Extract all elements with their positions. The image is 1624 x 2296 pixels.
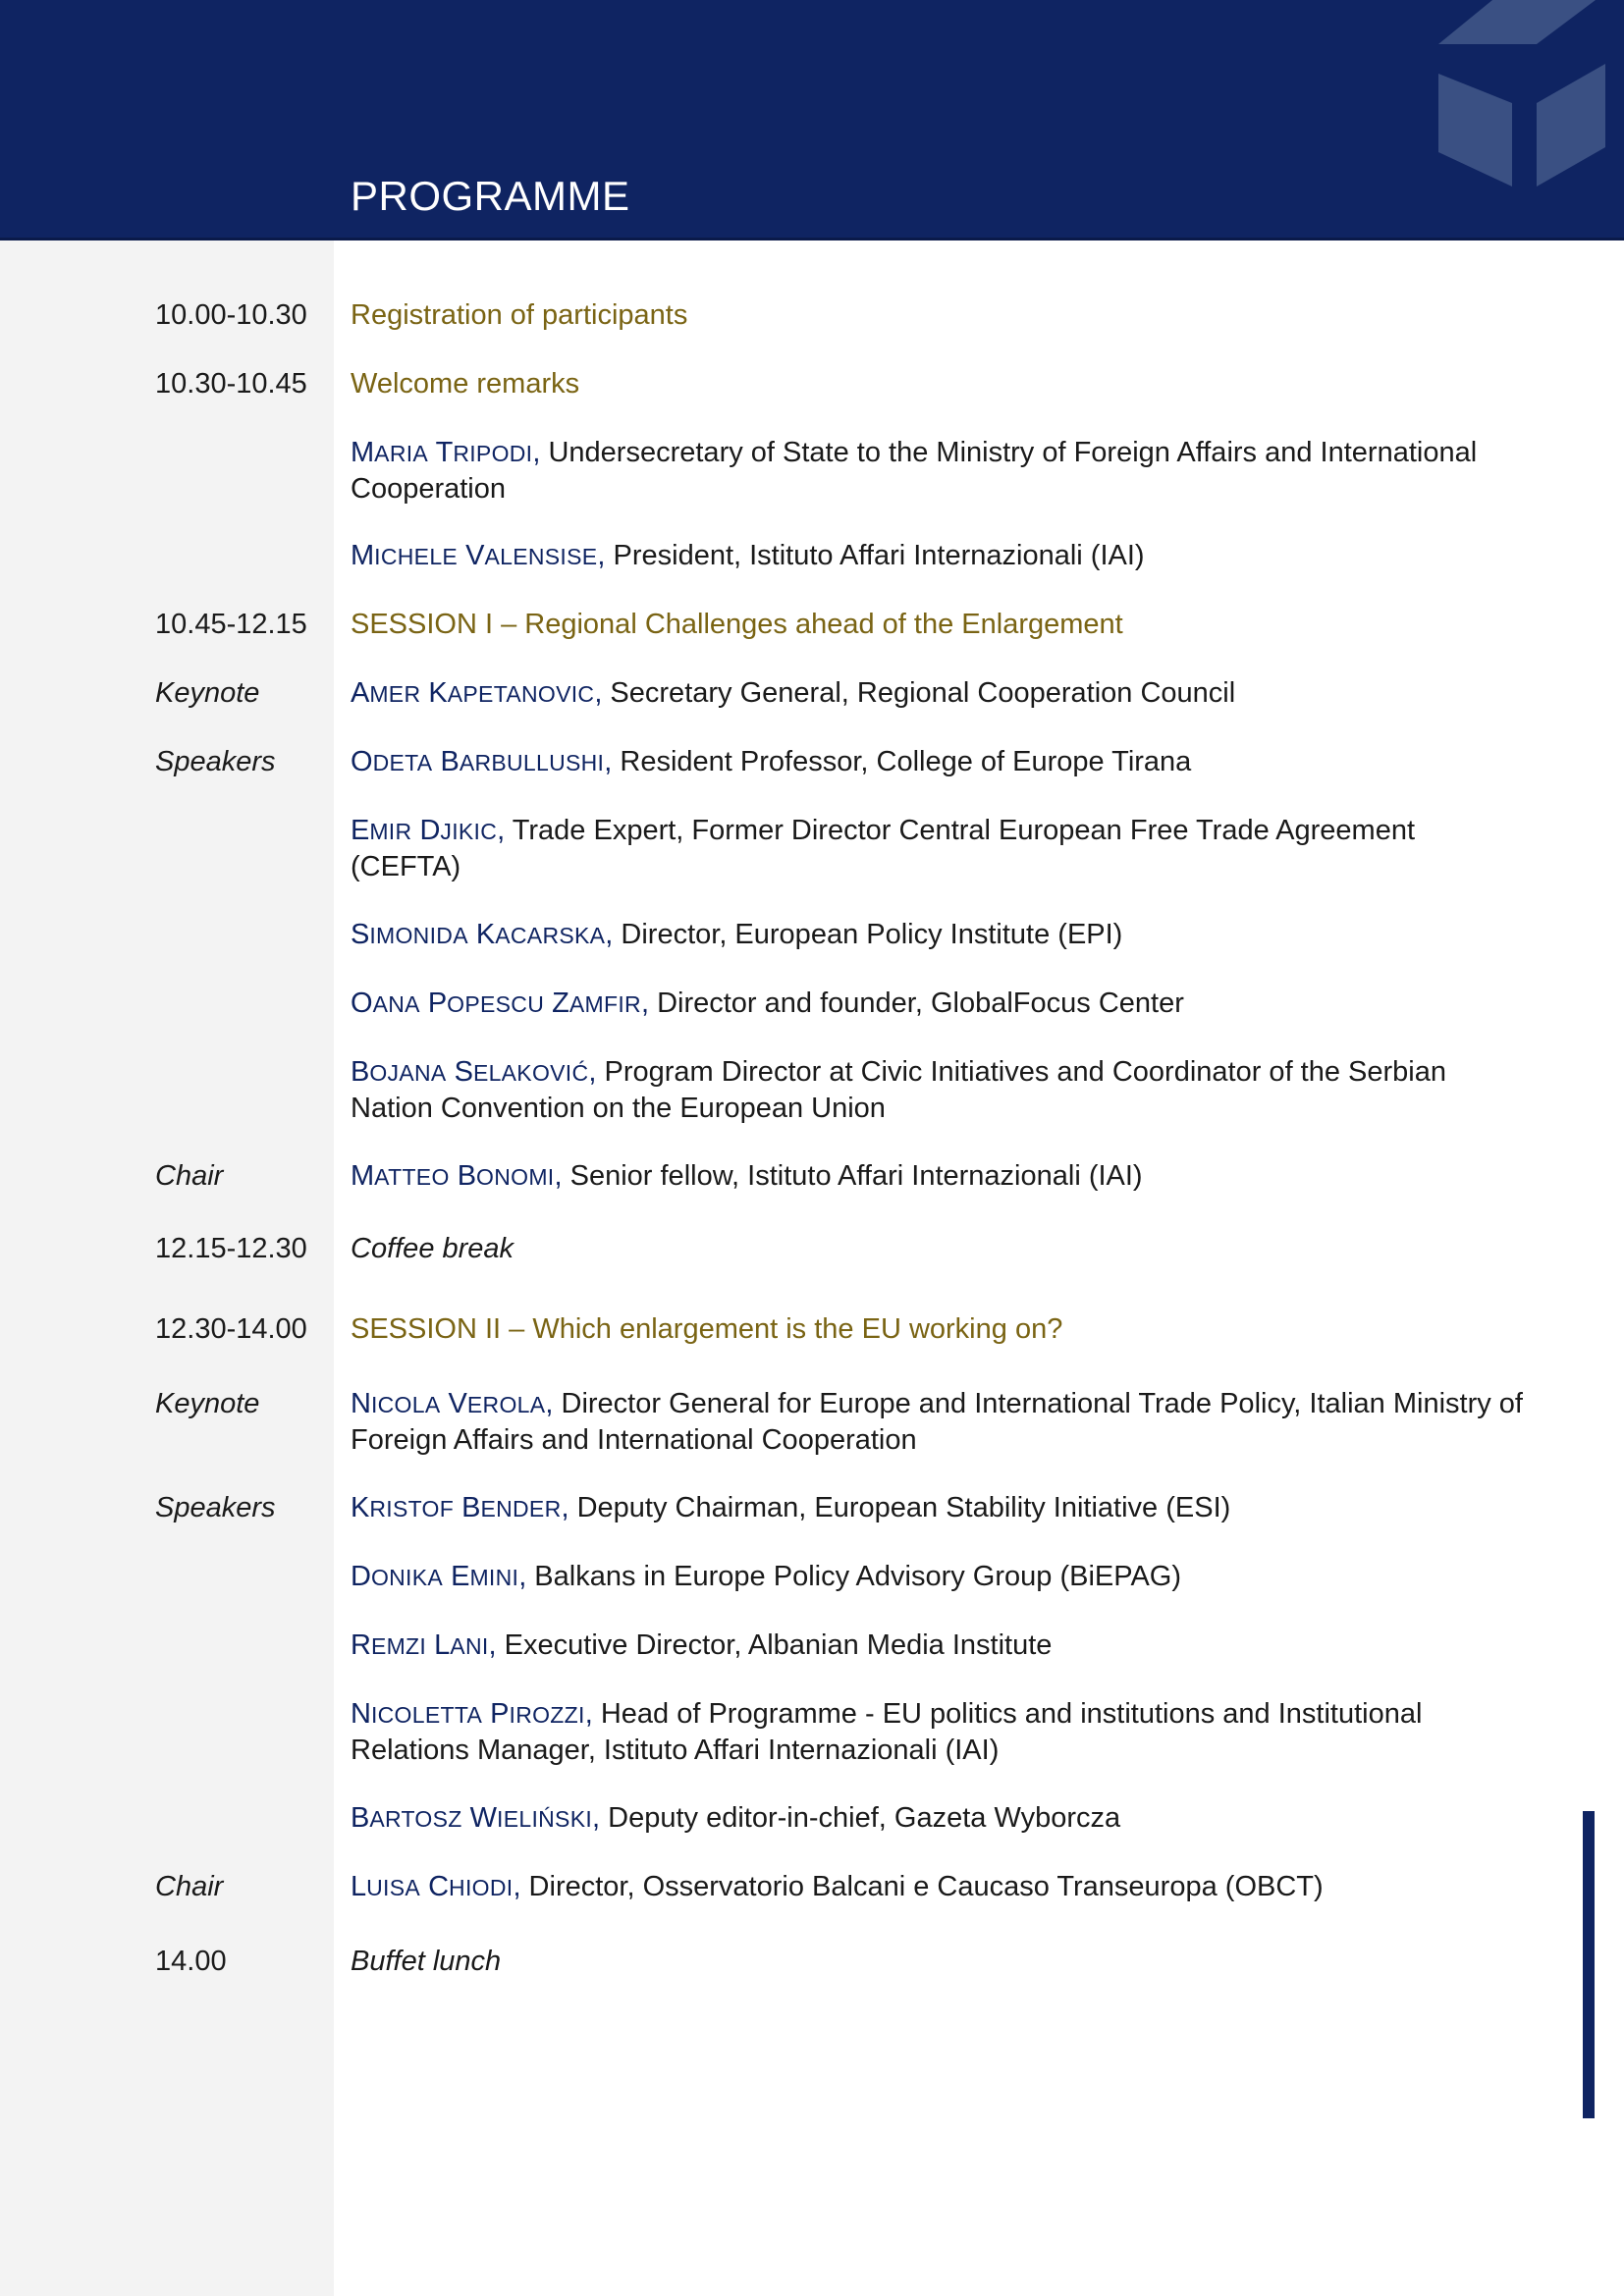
speaker-entry <box>351 538 1529 574</box>
speaker-role: Head of Programme - EU politics and institutions and Institutional Relations Manager, Istituto Affari Internazionali (IAI) <box>351 1698 1423 1766</box>
programme-time: 10.30-10.45 <box>155 368 307 400</box>
speaker-role: Resident Professor, College of Europe Tirana <box>612 746 1192 777</box>
header-banner <box>0 0 1624 240</box>
speaker-role: Secretary General, Regional Cooperation Council <box>602 677 1236 709</box>
session-title: Welcome remarks <box>351 368 580 400</box>
speaker-name: MICHELE VALENSISE, <box>351 540 606 571</box>
speaker-name: REMZI LANI, <box>351 1629 497 1661</box>
speaker-role: Director and founder, GlobalFocus Center <box>649 988 1184 1019</box>
speaker-name: BOJANA SELAKOVIĆ, <box>351 1056 597 1088</box>
speaker-name: SIMONIDA KACARSKA, <box>351 919 614 950</box>
speaker-entry <box>351 1490 1529 1526</box>
break-item: Buffet lunch <box>351 1946 502 1977</box>
speaker-role: Director, Osservatorio Balcani e Caucaso Transeuropa (OBCT) <box>520 1871 1324 1902</box>
speaker-name: NICOLETTA PIROZZI, <box>351 1698 593 1730</box>
programme-time: Chair <box>155 1871 224 1902</box>
session-title: SESSION I – Regional Challenges ahead of the Enlargement <box>351 609 1123 640</box>
programme-time: Speakers <box>155 746 276 777</box>
speaker-name: KRISTOF BENDER, <box>351 1492 569 1523</box>
session-title: SESSION II – Which enlargement is the EU working on? <box>351 1313 1063 1345</box>
session-title: Registration of participants <box>351 299 688 331</box>
speaker-entry <box>351 1696 1529 1768</box>
programme-time: Chair <box>155 1160 224 1192</box>
speaker-name: MATTEO BONOMI, <box>351 1160 563 1192</box>
speaker-entry <box>351 813 1529 884</box>
speaker-role: Director General for Europe and International Trade Policy, Italian Ministry of Foreign Affairs and International Cooperation <box>351 1388 1523 1456</box>
speaker-role: Deputy Chairman, European Stability Initiative (ESI) <box>568 1492 1231 1523</box>
speaker-name: NICOLA VEROLA, <box>351 1388 554 1419</box>
programme-time: Keynote <box>155 1388 260 1419</box>
speaker-role: Executive Director, Albanian Media Institute <box>496 1629 1053 1661</box>
programme-time: Keynote <box>155 677 260 709</box>
speaker-name: DONIKA EMINI, <box>351 1561 527 1592</box>
speaker-entry <box>351 1800 1529 1837</box>
institute-cube-logo-icon <box>1399 0 1624 196</box>
speaker-name: BARTOSZ WIELIŃSKI, <box>351 1802 601 1834</box>
programme-time: 10.45-12.15 <box>155 609 307 640</box>
time-column-background <box>0 240 334 2296</box>
speaker-name: ODETA BARBULLUSHI, <box>351 746 613 777</box>
programme-time: 12.15-12.30 <box>155 1233 307 1264</box>
speaker-entry <box>351 435 1529 507</box>
speaker-role: Senior fellow, Istituto Affari Internazionali (IAI) <box>562 1160 1143 1192</box>
speaker-name: AMER KAPETANOVIC, <box>351 677 603 709</box>
speaker-entry <box>351 986 1529 1022</box>
speaker-entry <box>351 1869 1529 1905</box>
speaker-entry <box>351 1559 1529 1595</box>
speaker-entry <box>351 1628 1529 1664</box>
speaker-entry <box>351 744 1529 780</box>
speaker-name: LUISA CHIODI, <box>351 1871 521 1902</box>
speaker-entry <box>351 675 1529 712</box>
speaker-role: Deputy editor-in-chief, Gazeta Wyborcza <box>600 1802 1121 1834</box>
programme-time: Speakers <box>155 1492 276 1523</box>
speaker-name: MARIA TRIPODI, <box>351 437 541 468</box>
break-item: Coffee break <box>351 1233 514 1264</box>
speaker-role: Director, European Policy Institute (EPI) <box>613 919 1123 950</box>
speaker-role: Undersecretary of State to the Ministry of Foreign Affairs and International Cooperation <box>351 437 1478 505</box>
speaker-name: EMIR DJIKIC, <box>351 815 506 846</box>
speaker-entry <box>351 1158 1529 1195</box>
speaker-entry <box>351 1054 1529 1126</box>
programme-time: 12.30-14.00 <box>155 1313 307 1345</box>
speaker-role: Program Director at Civic Initiatives and Coordinator of the Serbian Nation Convention on the European Union <box>351 1056 1447 1124</box>
side-accent-bar <box>1583 1811 1595 2118</box>
speaker-role: President, Istituto Affari Internazionali (IAI) <box>605 540 1145 571</box>
speaker-role: Balkans in Europe Policy Advisory Group (BiEPAG) <box>526 1561 1181 1592</box>
programme-time: 10.00-10.30 <box>155 299 307 331</box>
page-title: PROGRAMME <box>351 173 630 219</box>
speaker-entry <box>351 917 1529 953</box>
programme-time: 14.00 <box>155 1946 227 1977</box>
speaker-name: OANA POPESCU ZAMFIR, <box>351 988 650 1019</box>
speaker-entry <box>351 1386 1529 1458</box>
speaker-role: Trade Expert, Former Director Central European Free Trade Agreement (CEFTA) <box>351 815 1416 882</box>
